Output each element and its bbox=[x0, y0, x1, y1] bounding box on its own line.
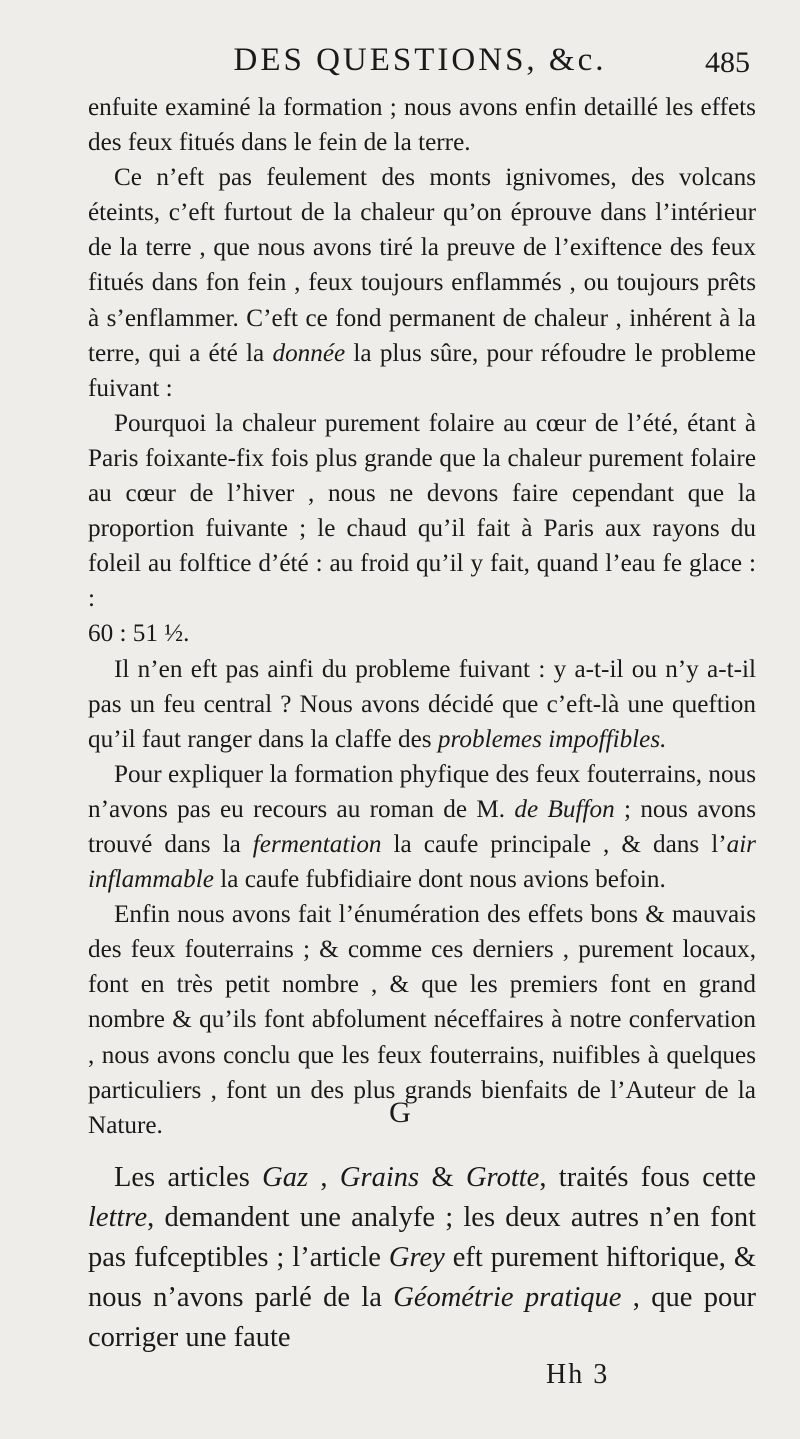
body-text bbox=[88, 90, 756, 1143]
text-run: Pourquoi la chaleur purement folaire au cœur de l’été, étant à Paris foixante-fix fois plus grande que la chaleur purement folaire au cœur de l’hiver , nous ne devons faire cependant que la proportion fuivante ; le chaud qu’il fait à Paris aux rayons du foleil au folftice d’été : au froid qu’il y fait, quand l’eau fe glace : : bbox=[88, 409, 756, 613]
paragraph-enumeration: Enfin nous avons fait l’énumération des effets bons & mauvais des feux fouterrains ; & comme ces derniers , purement locaux, font en très petit nombre , & que les premiers font en grand nombre & qu’ils font abfolument néceffaires à notre confervation , nous avons conclu que les feux fouterrains, nuifibles à quelques particuliers , font un des plus grands bienfaits de l’Auteur de la Nature. bbox=[88, 901, 756, 1139]
italic-term: Gaz bbox=[262, 1162, 309, 1193]
paragraph-continuation: enfuite examiné la formation ; nous avons enfin detaillé les effets des feux fitués dans le fein de la terre. bbox=[88, 94, 756, 157]
paragraph-proportion bbox=[88, 406, 756, 652]
text-run: & bbox=[419, 1162, 466, 1193]
text-run: la caufe principale , & dans l’ bbox=[381, 830, 727, 858]
paragraph-formation bbox=[88, 757, 756, 897]
text-run: , que pour corriger une faute bbox=[88, 1282, 757, 1353]
italic-term: fermentation bbox=[252, 830, 382, 858]
paragraph-articles bbox=[88, 1158, 756, 1358]
section-g-text bbox=[88, 1158, 756, 1358]
text-run: , traités fous cette bbox=[539, 1162, 757, 1193]
text-run: , bbox=[308, 1162, 340, 1193]
text-run: ; nous avons trouvé dans la bbox=[88, 795, 756, 858]
italic-term: problemes impoffibles. bbox=[437, 725, 667, 753]
italic-term: de Buffon bbox=[514, 795, 615, 823]
text-run: Il n’en eft pas ainfi du probleme fuivant : y a-t-il ou n’y a-t-il pas un feu central ? Nous avons décidé que c’eft-là une queftion qu’il faut ranger dans la claffe des bbox=[88, 655, 756, 753]
signature-mark: Hh 3 bbox=[546, 1359, 610, 1390]
running-title: DES QUESTIONS, &c. bbox=[233, 42, 607, 78]
page-number: 485 bbox=[705, 46, 750, 79]
italic-term: air inflammable bbox=[88, 830, 756, 894]
text-run: la plus sûre, pour réfoudre le probleme fuivant : bbox=[88, 339, 756, 402]
text-run: Les articles bbox=[114, 1162, 263, 1193]
text-run: la caufe fubfidiaire dont nous avions befoin. bbox=[213, 866, 666, 894]
page-header bbox=[90, 42, 750, 88]
italic-term: lettre bbox=[88, 1202, 148, 1233]
section-letter: G bbox=[389, 1096, 411, 1129]
italic-term: Grey bbox=[388, 1242, 445, 1273]
italic-term: donnée bbox=[272, 339, 346, 367]
text-run: Pour expliquer la formation phyfique des feux fouterrains, nous n’avons pas eu recours au roman de M. bbox=[88, 760, 756, 823]
italic-term: Géométrie pratique bbox=[393, 1282, 622, 1313]
text-run: , demandent une analyfe ; les deux autres n’en font pas fufceptibles ; l’article bbox=[88, 1202, 756, 1273]
paragraph-feu-central bbox=[88, 652, 756, 757]
ratio-line: 60 : 51 ½. bbox=[88, 620, 190, 648]
paragraph-chaleur bbox=[88, 160, 756, 406]
italic-term: Grotte bbox=[465, 1162, 540, 1193]
text-run: eft purement hiftorique, & nous n’avons parlé de la bbox=[88, 1242, 756, 1313]
text-run: Ce n’eft pas feulement des monts ignivomes, des volcans éteints, c’eft furtout de la chaleur qu’on éprouve dans l’intérieur de la terre , que nous avons tiré la preuve de l’exiftence des feux fitués dans fon fein , feux toujours enflammés , ou toujours prêts à s’enflammer. C’eft ce fond permanent de chaleur , inhérent à la terre, qui a été la bbox=[88, 164, 756, 367]
italic-term: Grains bbox=[339, 1162, 420, 1193]
